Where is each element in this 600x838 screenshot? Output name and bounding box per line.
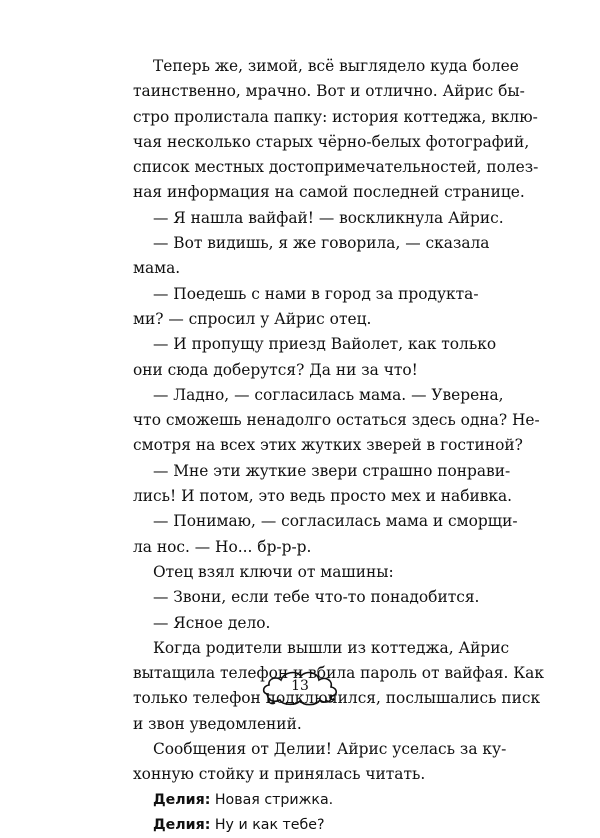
page-number: 13 [291,678,309,694]
text-line: вытащила телефон и вбила пароль от вайфая. Как [133,664,544,683]
paragraph [133,585,480,610]
page-number-ornament [260,664,340,710]
text-line: — Вот видишь, я же говорила, — сказала [153,234,490,253]
text-line: Теперь же, зимой, всё выглядело куда более [153,57,519,75]
paragraph [133,611,468,636]
text-line: Когда родители вышли из коттеджа, Айрис [153,638,510,657]
body-text [133,54,544,838]
paragraph [133,282,479,333]
text-line: чая несколько старых чёрно-белых фотографий, [133,132,530,151]
text-line: — Я нашла вайфай! — воскликнула Айрис. [153,208,504,227]
paragraph [133,509,518,560]
message-text: Новая стрижка. [210,791,334,808]
chat-message [133,813,468,838]
message-text: Ну и как тебе? [210,816,325,833]
text-line: они сюда доберутся? Да ни за что! [133,360,418,379]
paragraph [133,206,504,231]
text-line: — Мне эти жуткие звери страшно понрави- [153,461,511,480]
text-line: — И пропущу приезд Вайолет, как только [153,335,497,354]
message-sender: Делия: [153,816,211,833]
text-line: — Понимаю, — согласилась мама и сморщи- [153,512,518,531]
text-line: лись! И потом, это ведь просто мех и набивка. [133,487,513,506]
text-line: таинственно, мрачно. Вот и отлично. Айрис бы- [133,82,525,101]
paragraph [133,459,513,510]
paragraph [133,560,468,585]
text-line: хонную стойку и принялась читать. [133,765,426,784]
text-line: ла нос. — Но... бр-р-р. [133,537,312,556]
text-line: ми? — спросил у Айрис отец. [133,309,372,328]
text-line: — Ясное дело. [153,613,271,632]
paragraph [133,54,539,206]
text-line: что сможешь ненадолго остаться здесь одна? Не- [133,411,540,430]
text-line: — Ладно, — согласилась мама. — Уверена, [153,385,504,404]
text-line: Сообщения от Делии! Айрис уселась за ку- [153,740,507,759]
paragraph [133,737,507,788]
paragraph [133,332,497,383]
text-line: Отец взял ключи от машины: [153,562,394,581]
text-line: ная информация на самой последней странице. [133,183,525,202]
text-line: список местных достопримечательностей, полез- [133,158,539,177]
text-line: — Поедешь с нами в город за продукта- [153,284,479,303]
text-line: мама. [133,259,181,278]
text-line: и звон уведомлений. [133,714,302,733]
paragraph [133,231,490,282]
chat-message [133,788,468,813]
text-line: — Звони, если тебе что-то понадобится. [153,588,480,607]
text-line: стро пролистала папку: история коттеджа, вклю- [133,107,538,126]
message-sender: Делия: [153,791,211,808]
paragraph [133,383,540,459]
text-line: смотря на всех этих жутких зверей в гостиной? [133,436,523,455]
text-line: только телефон подключился, послышались писк [133,689,541,708]
